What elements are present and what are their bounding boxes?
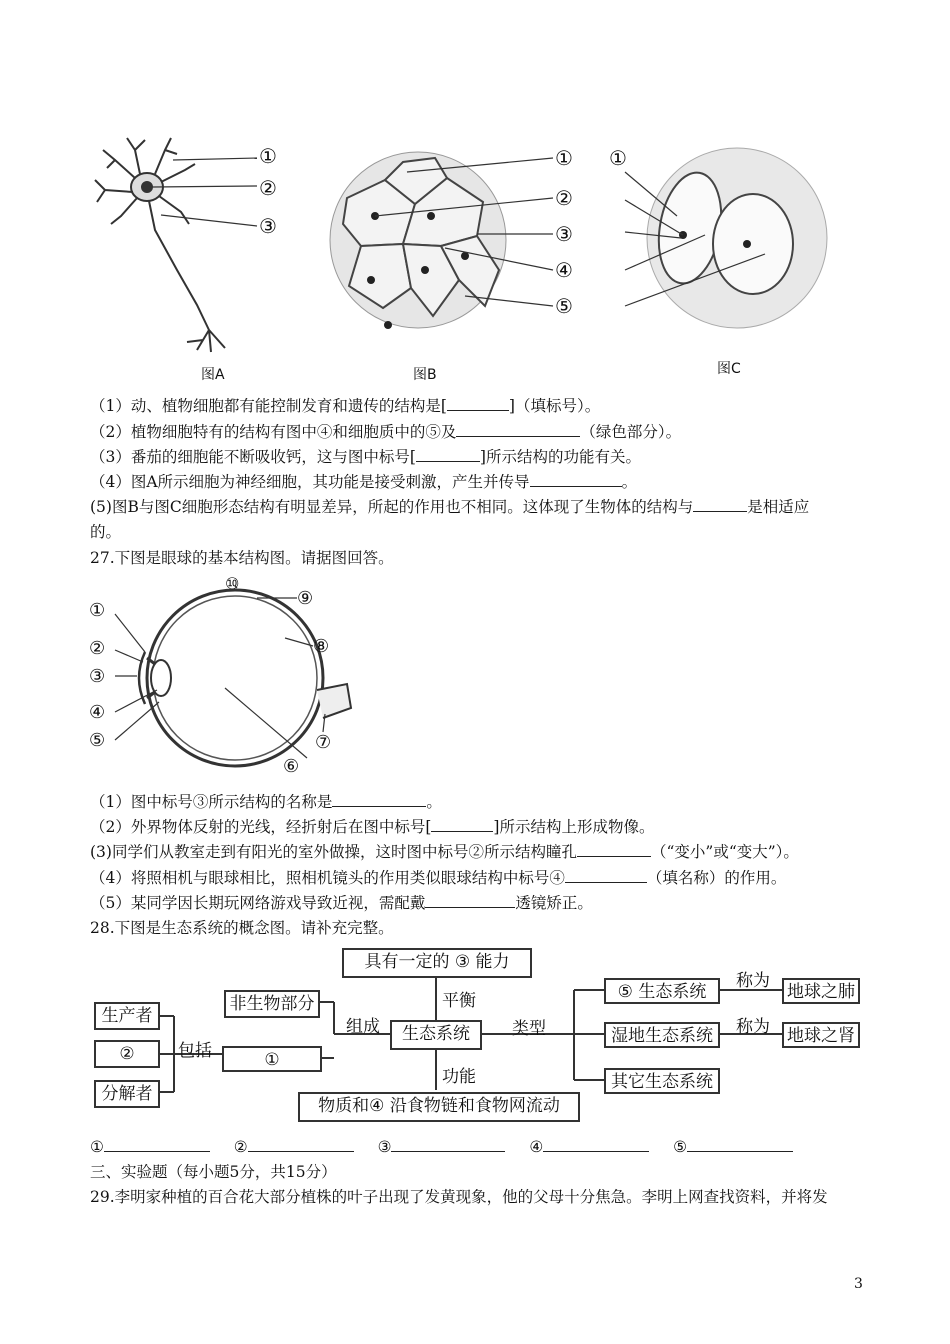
- eye-label-2: ②: [89, 638, 106, 659]
- fig-b-label-1: ①: [555, 146, 573, 170]
- other-ecosystem-box: 其它生态系统: [604, 1068, 720, 1094]
- consumer-box: ②: [94, 1040, 160, 1068]
- eye-label-8: ⑧: [313, 636, 330, 657]
- called-label-1: 称为: [736, 971, 770, 991]
- q26-blank-3[interactable]: [416, 447, 480, 462]
- q27-line-3: (3)同学们从教室走到有阳光的室外做操，这时图中标号②所示结构瞳孔 （“变小”或“变大”）。: [90, 843, 799, 861]
- q26-line-3: （3）番茄的细胞能不断吸收钙，这与图中标号[ ]所示结构的功能有关。: [90, 448, 641, 466]
- q27-line-1: （1）图中标号③所示结构的名称是 。: [90, 793, 442, 811]
- q27-blank-2[interactable]: [431, 817, 493, 832]
- q27-blank-5[interactable]: [425, 893, 515, 908]
- compose-label: 组成: [346, 1017, 380, 1037]
- q27-line-2: （2）外界物体反射的光线，经折射后在图中标号[ ]所示结构上形成物像。: [90, 818, 655, 836]
- earth-kidney-box: 地球之肾: [782, 1022, 860, 1048]
- wetland-ecosystem-box: 湿地生态系统: [604, 1022, 720, 1048]
- fig-b-label-5: ⑤: [555, 294, 573, 318]
- ecosystem-box: 生态系统: [390, 1020, 482, 1050]
- q26-line-6: 的。: [90, 523, 122, 541]
- q27-line-4: （4）将照相机与眼球相比，照相机镜头的作用类似眼球结构中标号④ （填名称）的作用。: [90, 869, 787, 887]
- q26-blank-5[interactable]: [693, 497, 747, 512]
- caption-a: 图A: [201, 367, 225, 383]
- q26-blank-4[interactable]: [530, 472, 622, 487]
- q27-blank-4[interactable]: [565, 868, 647, 883]
- plant-cells-drawing: [330, 152, 506, 329]
- q26-line-2: （2）植物细胞特有的结构有图中④和细胞质中的⑤及 （绿色部分）。: [90, 423, 682, 441]
- concept-map: [90, 940, 870, 1130]
- biotic-box: ①: [222, 1046, 322, 1072]
- caption-b: 图B: [413, 367, 437, 383]
- producer-box: 生产者: [94, 1002, 160, 1030]
- q28-blank-3[interactable]: [391, 1137, 505, 1152]
- round-cells-drawing: [647, 148, 827, 328]
- fig-b-label-4: ④: [555, 258, 573, 282]
- nonbiotic-box: 非生物部分: [224, 990, 320, 1018]
- eye-label-10: ⑩: [225, 574, 240, 593]
- fig-a-label-3: ③: [259, 214, 277, 238]
- figure-eye: [85, 572, 365, 782]
- q28-answers: ① ② ③ ④ ⑤: [90, 1137, 793, 1157]
- forest-ecosystem-box: ⑤ 生态系统: [604, 978, 720, 1004]
- eye-label-5: ⑤: [89, 730, 106, 751]
- types-label: 类型: [512, 1019, 546, 1039]
- q28-blank-1[interactable]: [104, 1137, 210, 1152]
- q26-line-5: (5)图B与图C细胞形态结构有明显差异，所起的作用也不相同。这体现了生物体的结构与 是相适应: [90, 498, 810, 516]
- neuron-pointer-lines: [153, 158, 257, 226]
- fig-a-label-1: ①: [259, 144, 277, 168]
- q26-line-4: （4）图A所示细胞为神经细胞，其功能是接受刺激，产生并传导 。: [90, 473, 638, 491]
- called-label-2: 称为: [736, 1017, 770, 1037]
- q26-blank-2[interactable]: [456, 422, 580, 437]
- eye-label-3: ③: [89, 666, 106, 687]
- q27-blank-1[interactable]: [332, 792, 426, 807]
- eye-label-6: ⑥: [283, 756, 300, 777]
- q28-blank-4[interactable]: [543, 1137, 649, 1152]
- q27-title: 27.下图是眼球的基本结构图。请据图回答。: [90, 549, 394, 567]
- eye-label-7: ⑦: [315, 732, 332, 753]
- fig-b-label-2: ②: [555, 186, 573, 210]
- q28-blank-2[interactable]: [248, 1137, 354, 1152]
- q28-blank-5[interactable]: [687, 1137, 793, 1152]
- eye-label-1: ①: [89, 600, 106, 621]
- q26-blank-1[interactable]: [447, 396, 509, 411]
- decomposer-box: 分解者: [94, 1080, 160, 1108]
- figure-cells: [85, 120, 845, 390]
- q26-line-1: （1）动、植物细胞都有能控制发育和遗传的结构是[ ]（填标号）。: [90, 397, 601, 415]
- page-number: 3: [854, 1276, 863, 1292]
- stability-box: 具有一定的 ③ 能力: [342, 948, 532, 978]
- q27-line-5: （5）某同学因长期玩网络游戏导致近视，需配戴 透镜矫正。: [90, 894, 593, 912]
- neuron-drawing: [95, 138, 225, 352]
- fig-c-label-1: ①: [609, 146, 627, 170]
- section-three-heading: 三、实验题（每小题5分，共15分）: [90, 1163, 337, 1181]
- cells-illustration: [85, 120, 845, 390]
- eye-label-9: ⑨: [297, 588, 314, 609]
- q28-title: 28.下图是生态系统的概念图。请补充完整。: [90, 919, 394, 937]
- fig-b-label-3: ③: [555, 222, 573, 246]
- include-label: 包括: [178, 1041, 212, 1061]
- eye-label-4: ④: [89, 702, 106, 723]
- balance-label: 平衡: [442, 991, 476, 1011]
- q29-text: 29.李明家种植的百合花大部分植株的叶子出现了发黄现象，他的父母十分焦急。李明上网查找资料，并将发: [90, 1188, 828, 1206]
- fig-a-label-2: ②: [259, 176, 277, 200]
- caption-c: 图C: [717, 361, 741, 377]
- q27-blank-3[interactable]: [577, 842, 651, 857]
- function-label: 功能: [442, 1067, 476, 1087]
- earth-lung-box: 地球之肺: [782, 978, 860, 1004]
- flow-box: 物质和④ 沿食物链和食物网流动: [298, 1092, 580, 1122]
